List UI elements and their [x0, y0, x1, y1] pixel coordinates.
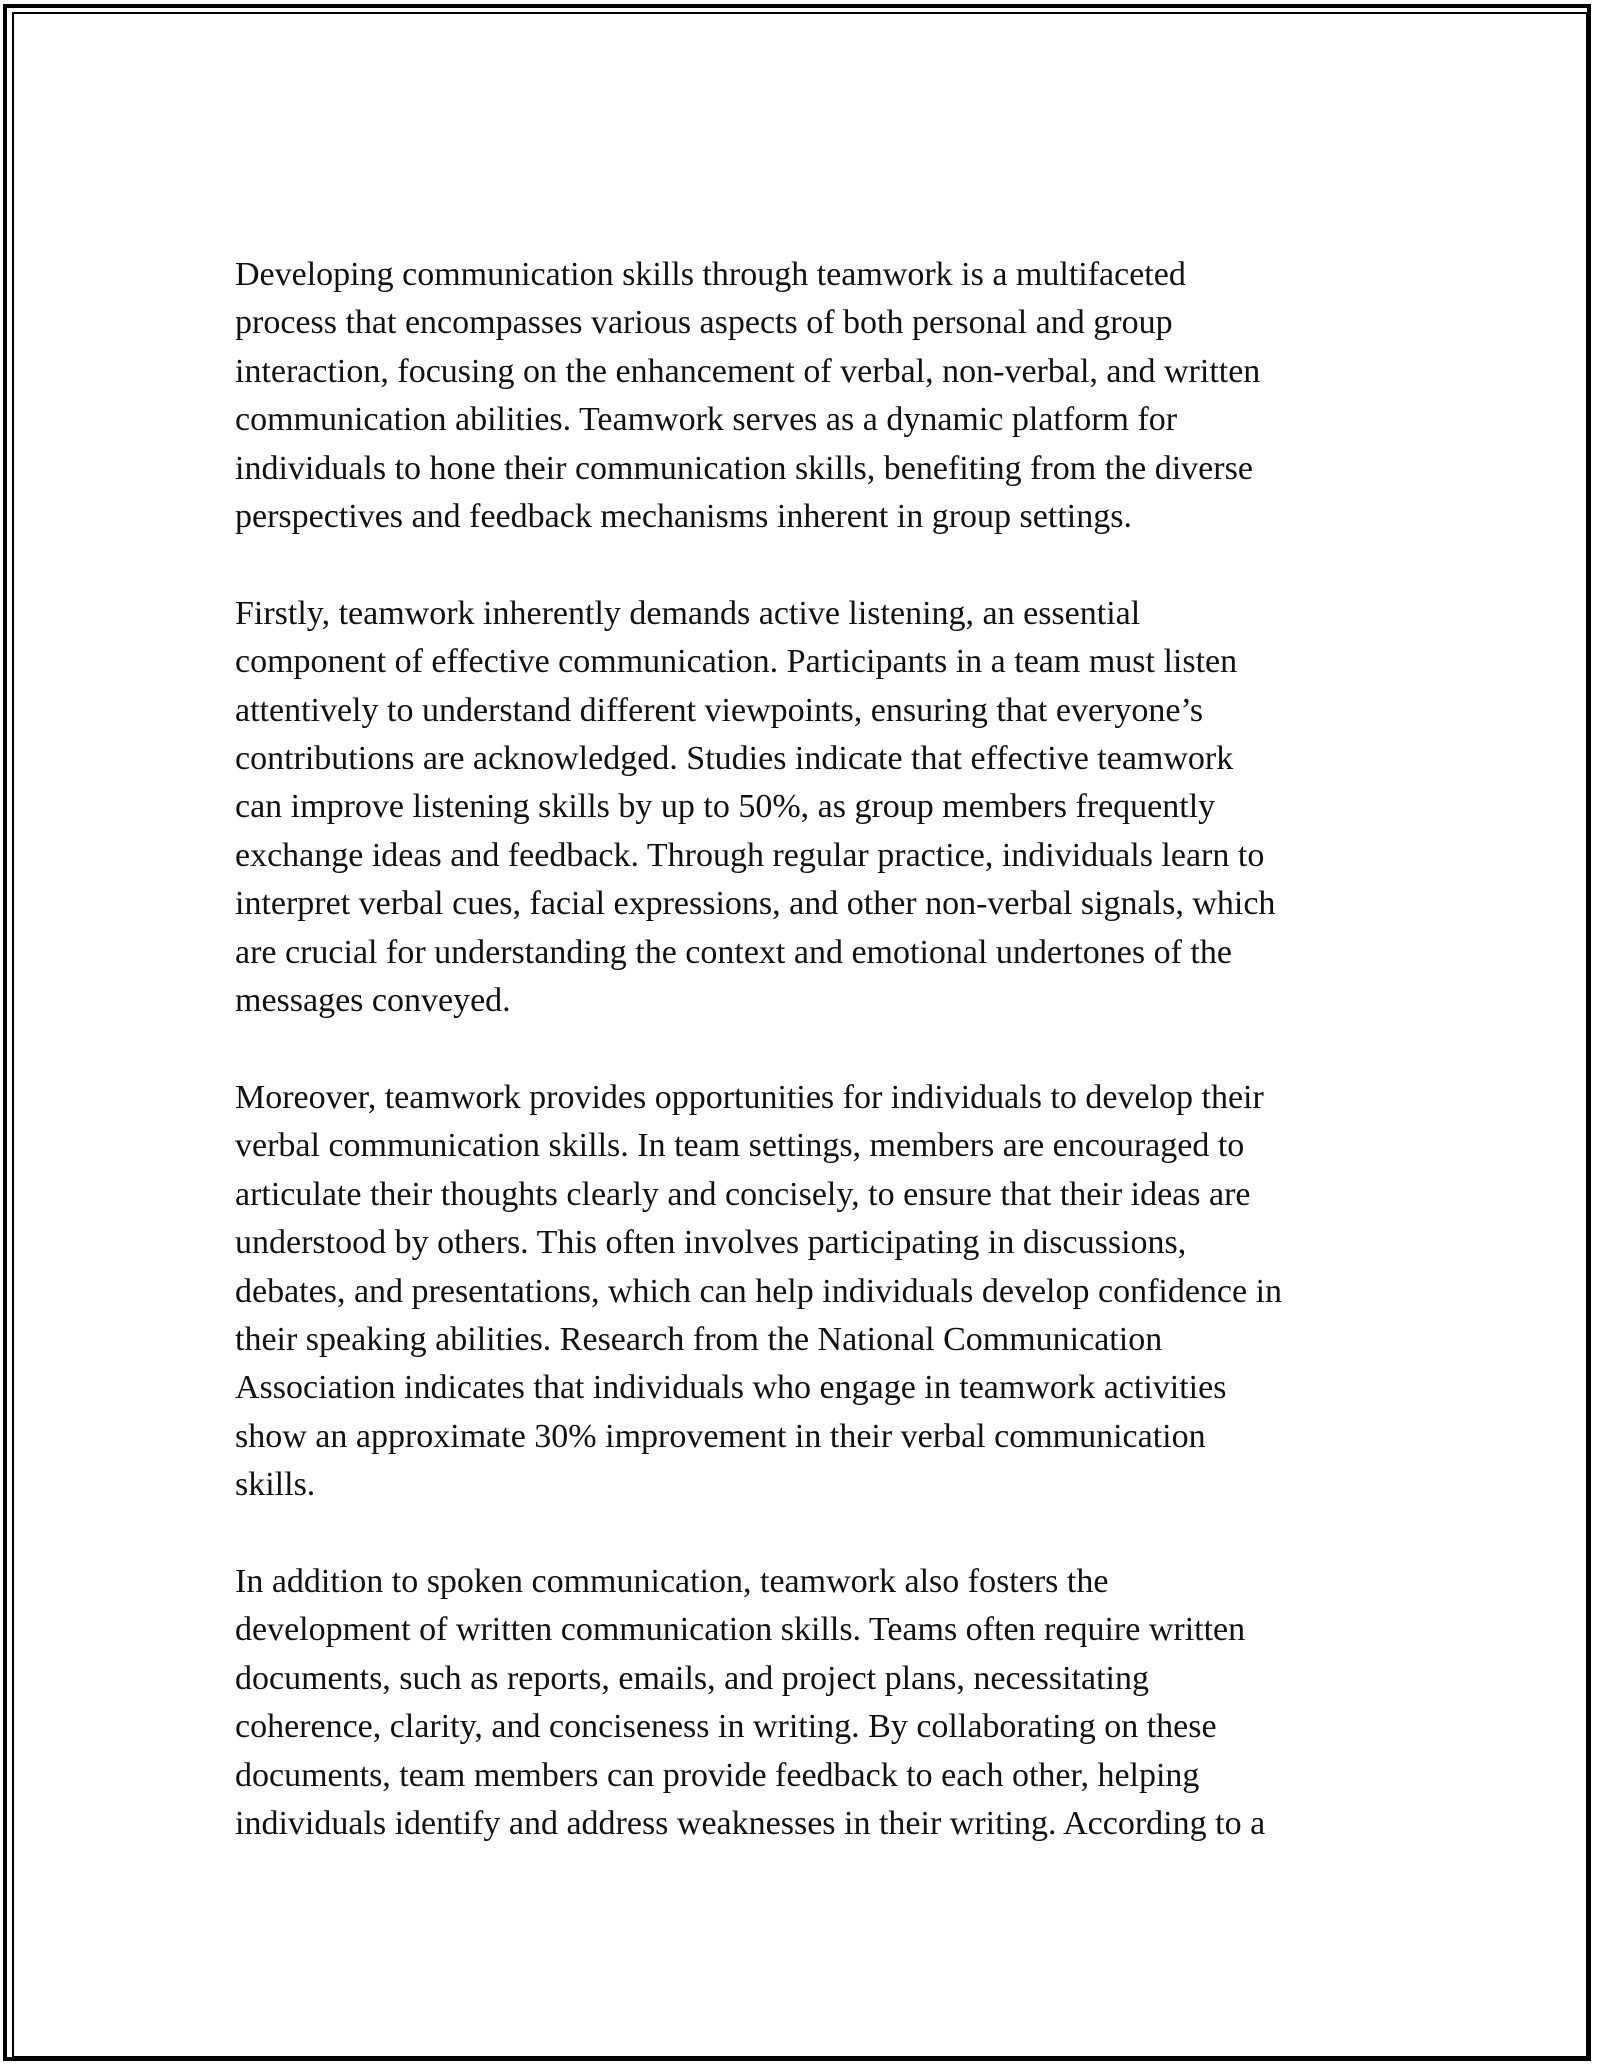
paragraph-written-communication: In addition to spoken communication, teamwork also fosters the development of written communication skills. Teams often require written documents, such as reports, emails, and project plans, necessitating coherence, clarity, and conciseness in writing. By collaborating on these documents, team members can provide feedback to each other, helping individuals identify and address weaknesses in their writing. According to a [235, 1562, 1266, 1842]
paragraph-active-listening: Firstly, teamwork inherently demands active listening, an essential component of effective communication. Participants in a team must listen attentively to understand different viewpoints, ensuring that everyone’s contributions are acknowledged. Studies indicate that effective teamwork can improve listening skills by up to 50%, as group members frequently exchange ideas and feedback. Through regular practice, individuals learn to interpret verbal cues, facial expressions, and other non-verbal signals, which are crucial for understanding the context and emotional undertones of the messages conveyed. [235, 594, 1276, 1020]
paragraph-verbal-communication: Moreover, teamwork provides opportunities for individuals to develop their verbal communication skills. In team settings, members are encouraged to articulate their thoughts clearly and concisely, to ensure that their ideas are understood by others. This often involves participating in discussions, debates, and presentations, which can help individuals develop confidence in their speaking abilities. Research from the National Communication Association indicates that individuals who engage in teamwork activities show an approximate 30% improvement in their verbal communication skills. [235, 1078, 1283, 1504]
document-body [235, 251, 1395, 1897]
paragraph-intro: Developing communication skills through teamwork is a multifaceted process that encompasses various aspects of both personal and group interaction, focusing on the enhancement of verbal, non-verbal, and written communication abilities. Teamwork serves as a dynamic platform for individuals to hone their communication skills, benefiting from the diverse perspectives and feedback mechanisms inherent in group settings. [235, 256, 1261, 536]
